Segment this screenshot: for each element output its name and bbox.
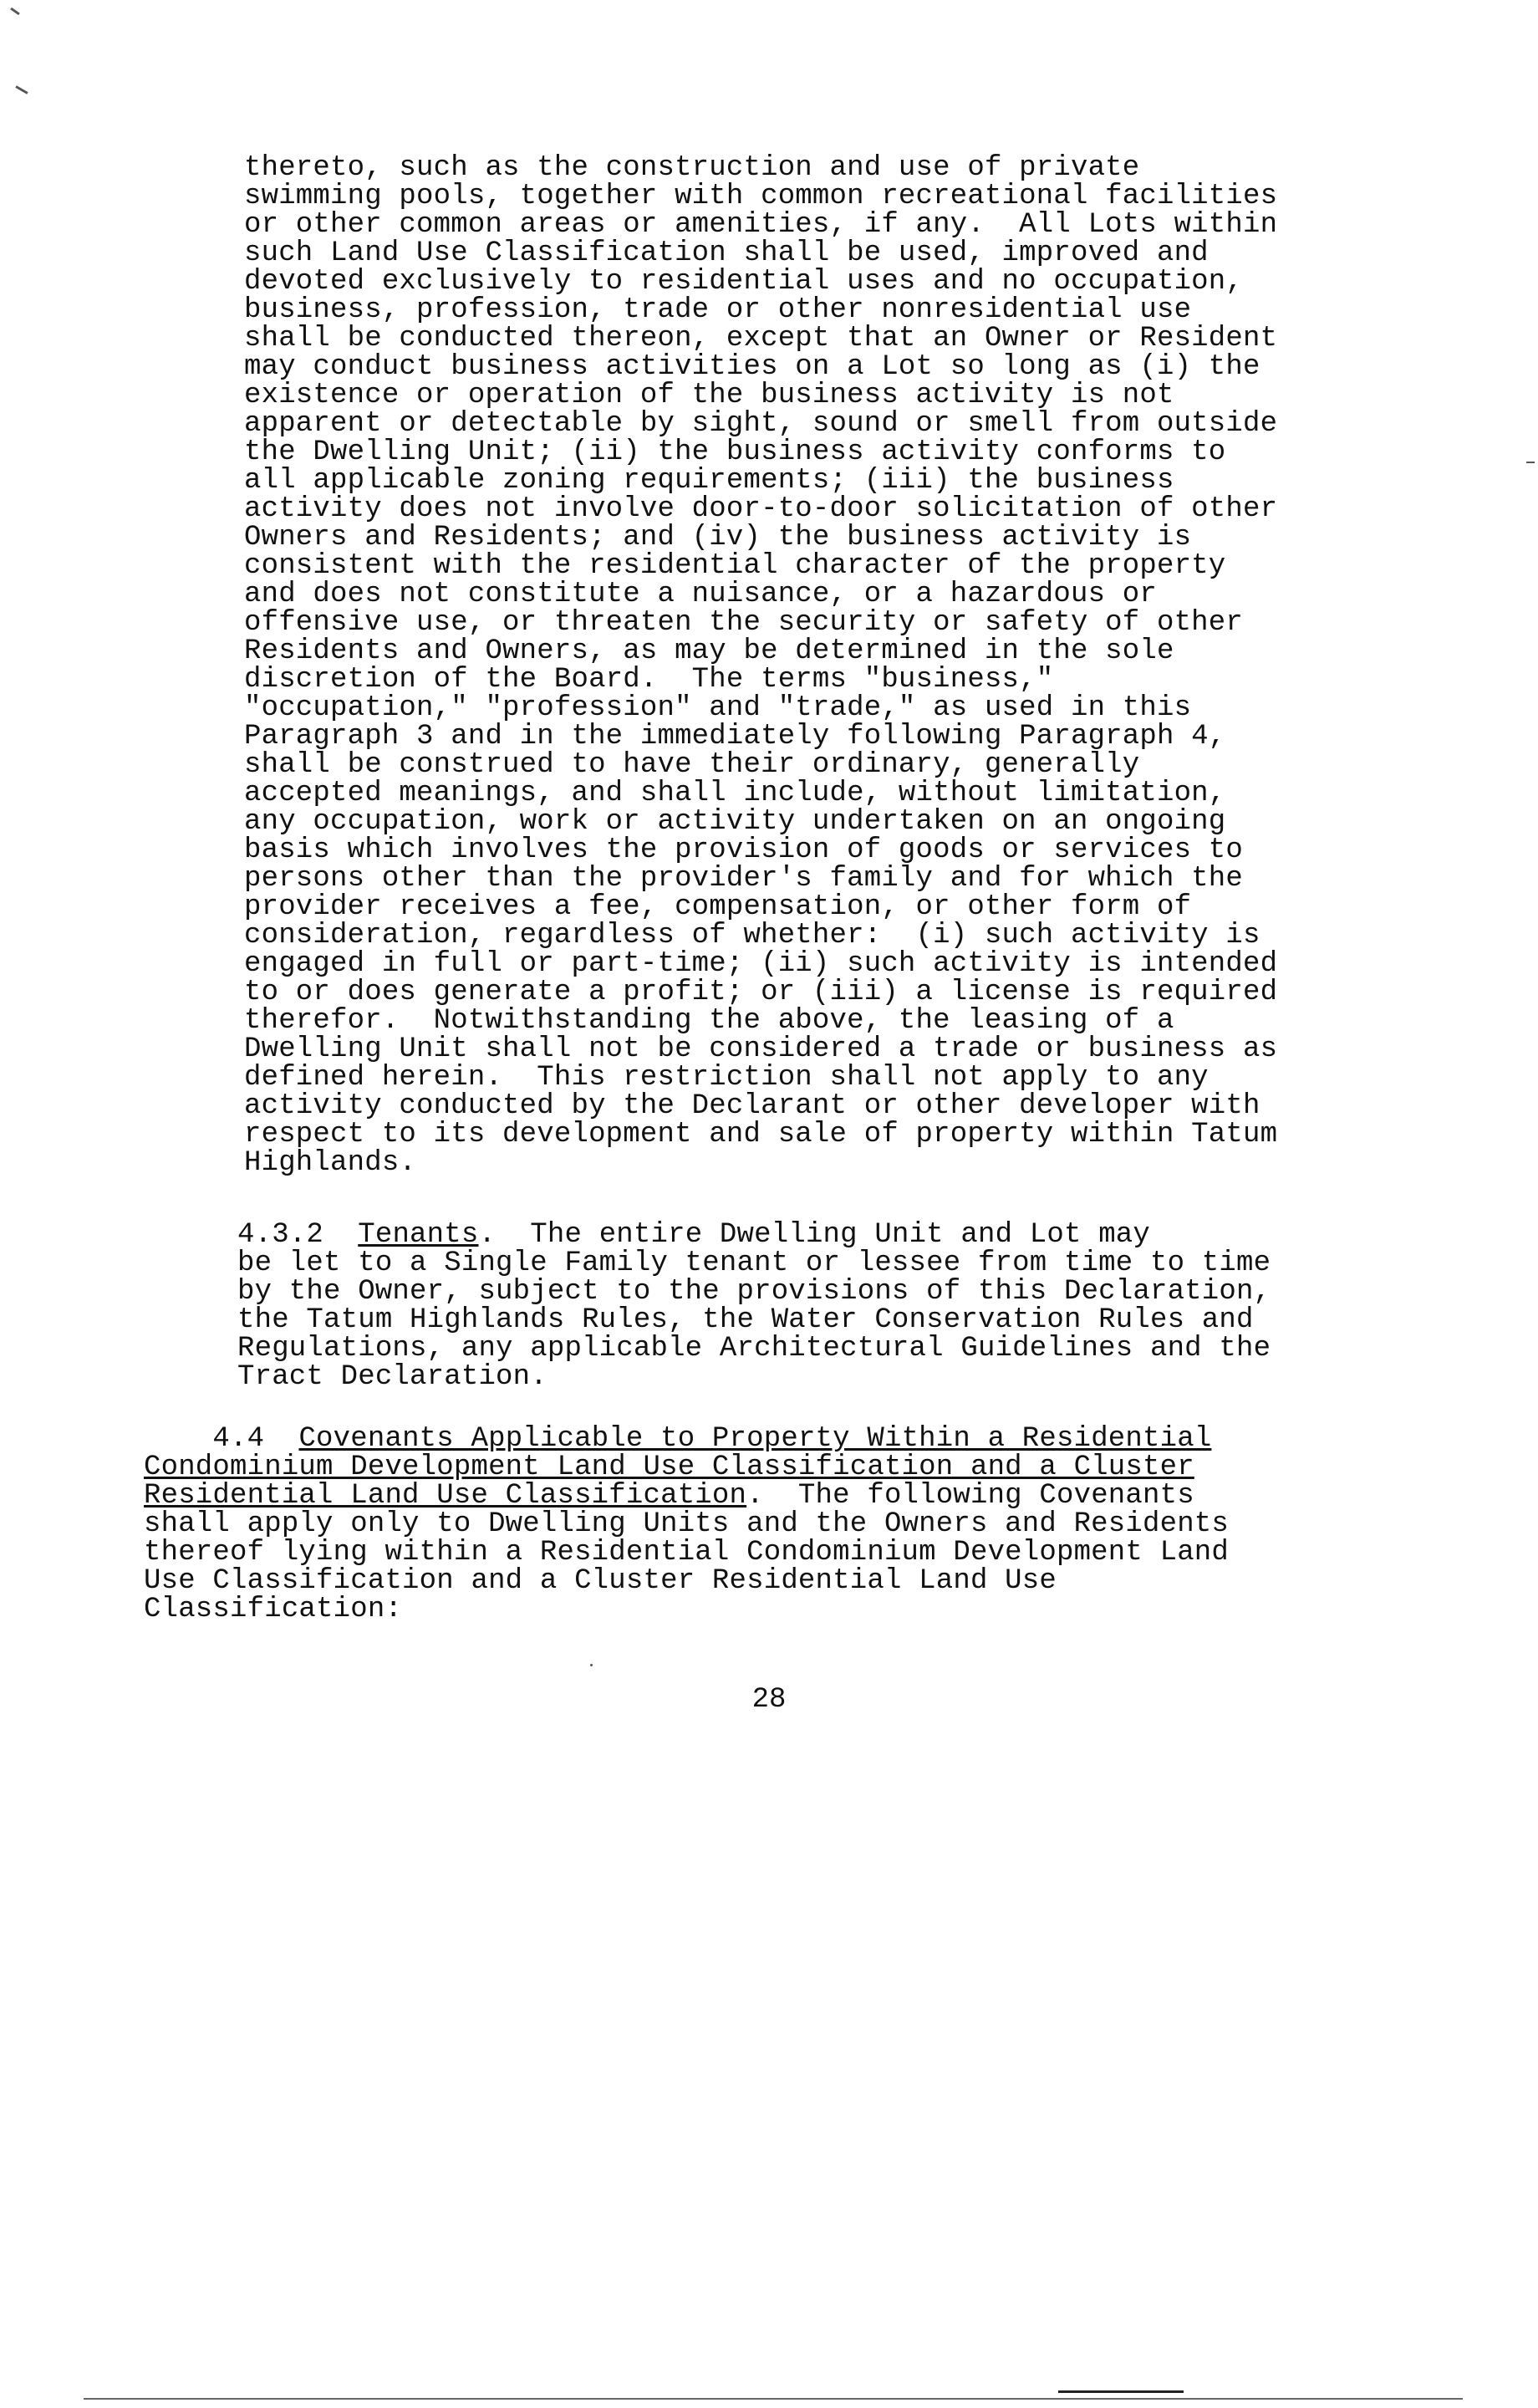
section-heading-line: Condominium Development Land Use Classification and a Cluster <box>144 1451 1194 1483</box>
section-number: 4.4 <box>212 1423 265 1455</box>
scan-mark <box>15 85 28 94</box>
section-heading-line: Residential Land Use Classification <box>144 1480 747 1512</box>
tenants-paragraph: 4.3.2 Tenants. The entire Dwelling Unit and Lot may be let to a Single Family tenant or lessee from time to time by the Owner, subject to the provisions of this Declaration, the Tatum Highlands Rules, the Water Conservation Rules and Regulations, any applicable Architectural Guidelines and the Tract Declaration. <box>237 1219 1271 1393</box>
section-4-4-heading: 4.4 Covenants Applicable to Property Within a Residential Condominium Development Land Use Classification and a Cluster Residential Land Use Classification. The following Covenants <box>144 1423 1212 1512</box>
section-heading-line: Covenants Applicable to Property Within a Residential <box>298 1423 1212 1455</box>
business-use-paragraph: thereto, such as the construction and use of private swimming pools, together with common recreational facilities or other common areas or amenities, if any. All Lots within such Land Use Classification shall be used, improved and devoted exclusively to residential uses and no occupation, business, profession, trade or other nonresidential use shall be conducted thereon, except that an Owner or Resident may conduct business activities on a Lot so long as (i) the existence or operation of the business activity is not apparent or detectable by sight, sound or smell from outside the Dwelling Unit; (ii) the business activity conforms to all applicable zoning requirements; (iii) the business activity does not involve door-to-door solicitation of other Owners and Residents; and (iv) the business activity is consistent with the residential character of the property and does not constitute a nuisance, or a hazardous or offensive use, or threaten the security or safety of other Residents and Owners, as may be determined in the sole discretion of the Board. The terms "business," "occupation," "profession" and "trade," as used in this Paragraph 3 and in the immediately following Paragraph 4, shall be construed to have their ordinary, generally accepted meanings, and shall include, without limitation, any occupation, work or activity undertaken on an ongoing basis which involves the provision of goods or services to persons other than the provider's family and for which the provider receives a fee, compensation, or other form of consideration, regardless of whether: (i) such activity is engaged in full or part-time; (ii) such activity is intended to or does generate a profit; or (iii) a license is required therefor. Notwithstanding the above, the leasing of a Dwelling Unit shall not be considered a trade or business as defined herein. This restriction shall not apply to any activity conducted by the Declarant or other developer with respect to its development and sale of property within Tatum Highlands. <box>244 152 1278 1179</box>
bottom-rule <box>84 2398 1463 2400</box>
scan-mark <box>590 1664 593 1666</box>
section-heading: Tenants <box>358 1219 479 1251</box>
section-4-4-paragraph: shall apply only to Dwelling Units and the Owners and Residents thereof lying within a Residential Condominium Development Land Use Classification and a Cluster Residential Land Use Classification: <box>144 1508 1230 1625</box>
scan-mark <box>1526 462 1535 463</box>
scan-mark <box>10 8 20 15</box>
bottom-rule-mark <box>1058 2390 1184 2393</box>
page-number: 28 <box>751 1684 787 1716</box>
section-number: 4.3.2 <box>237 1219 324 1251</box>
